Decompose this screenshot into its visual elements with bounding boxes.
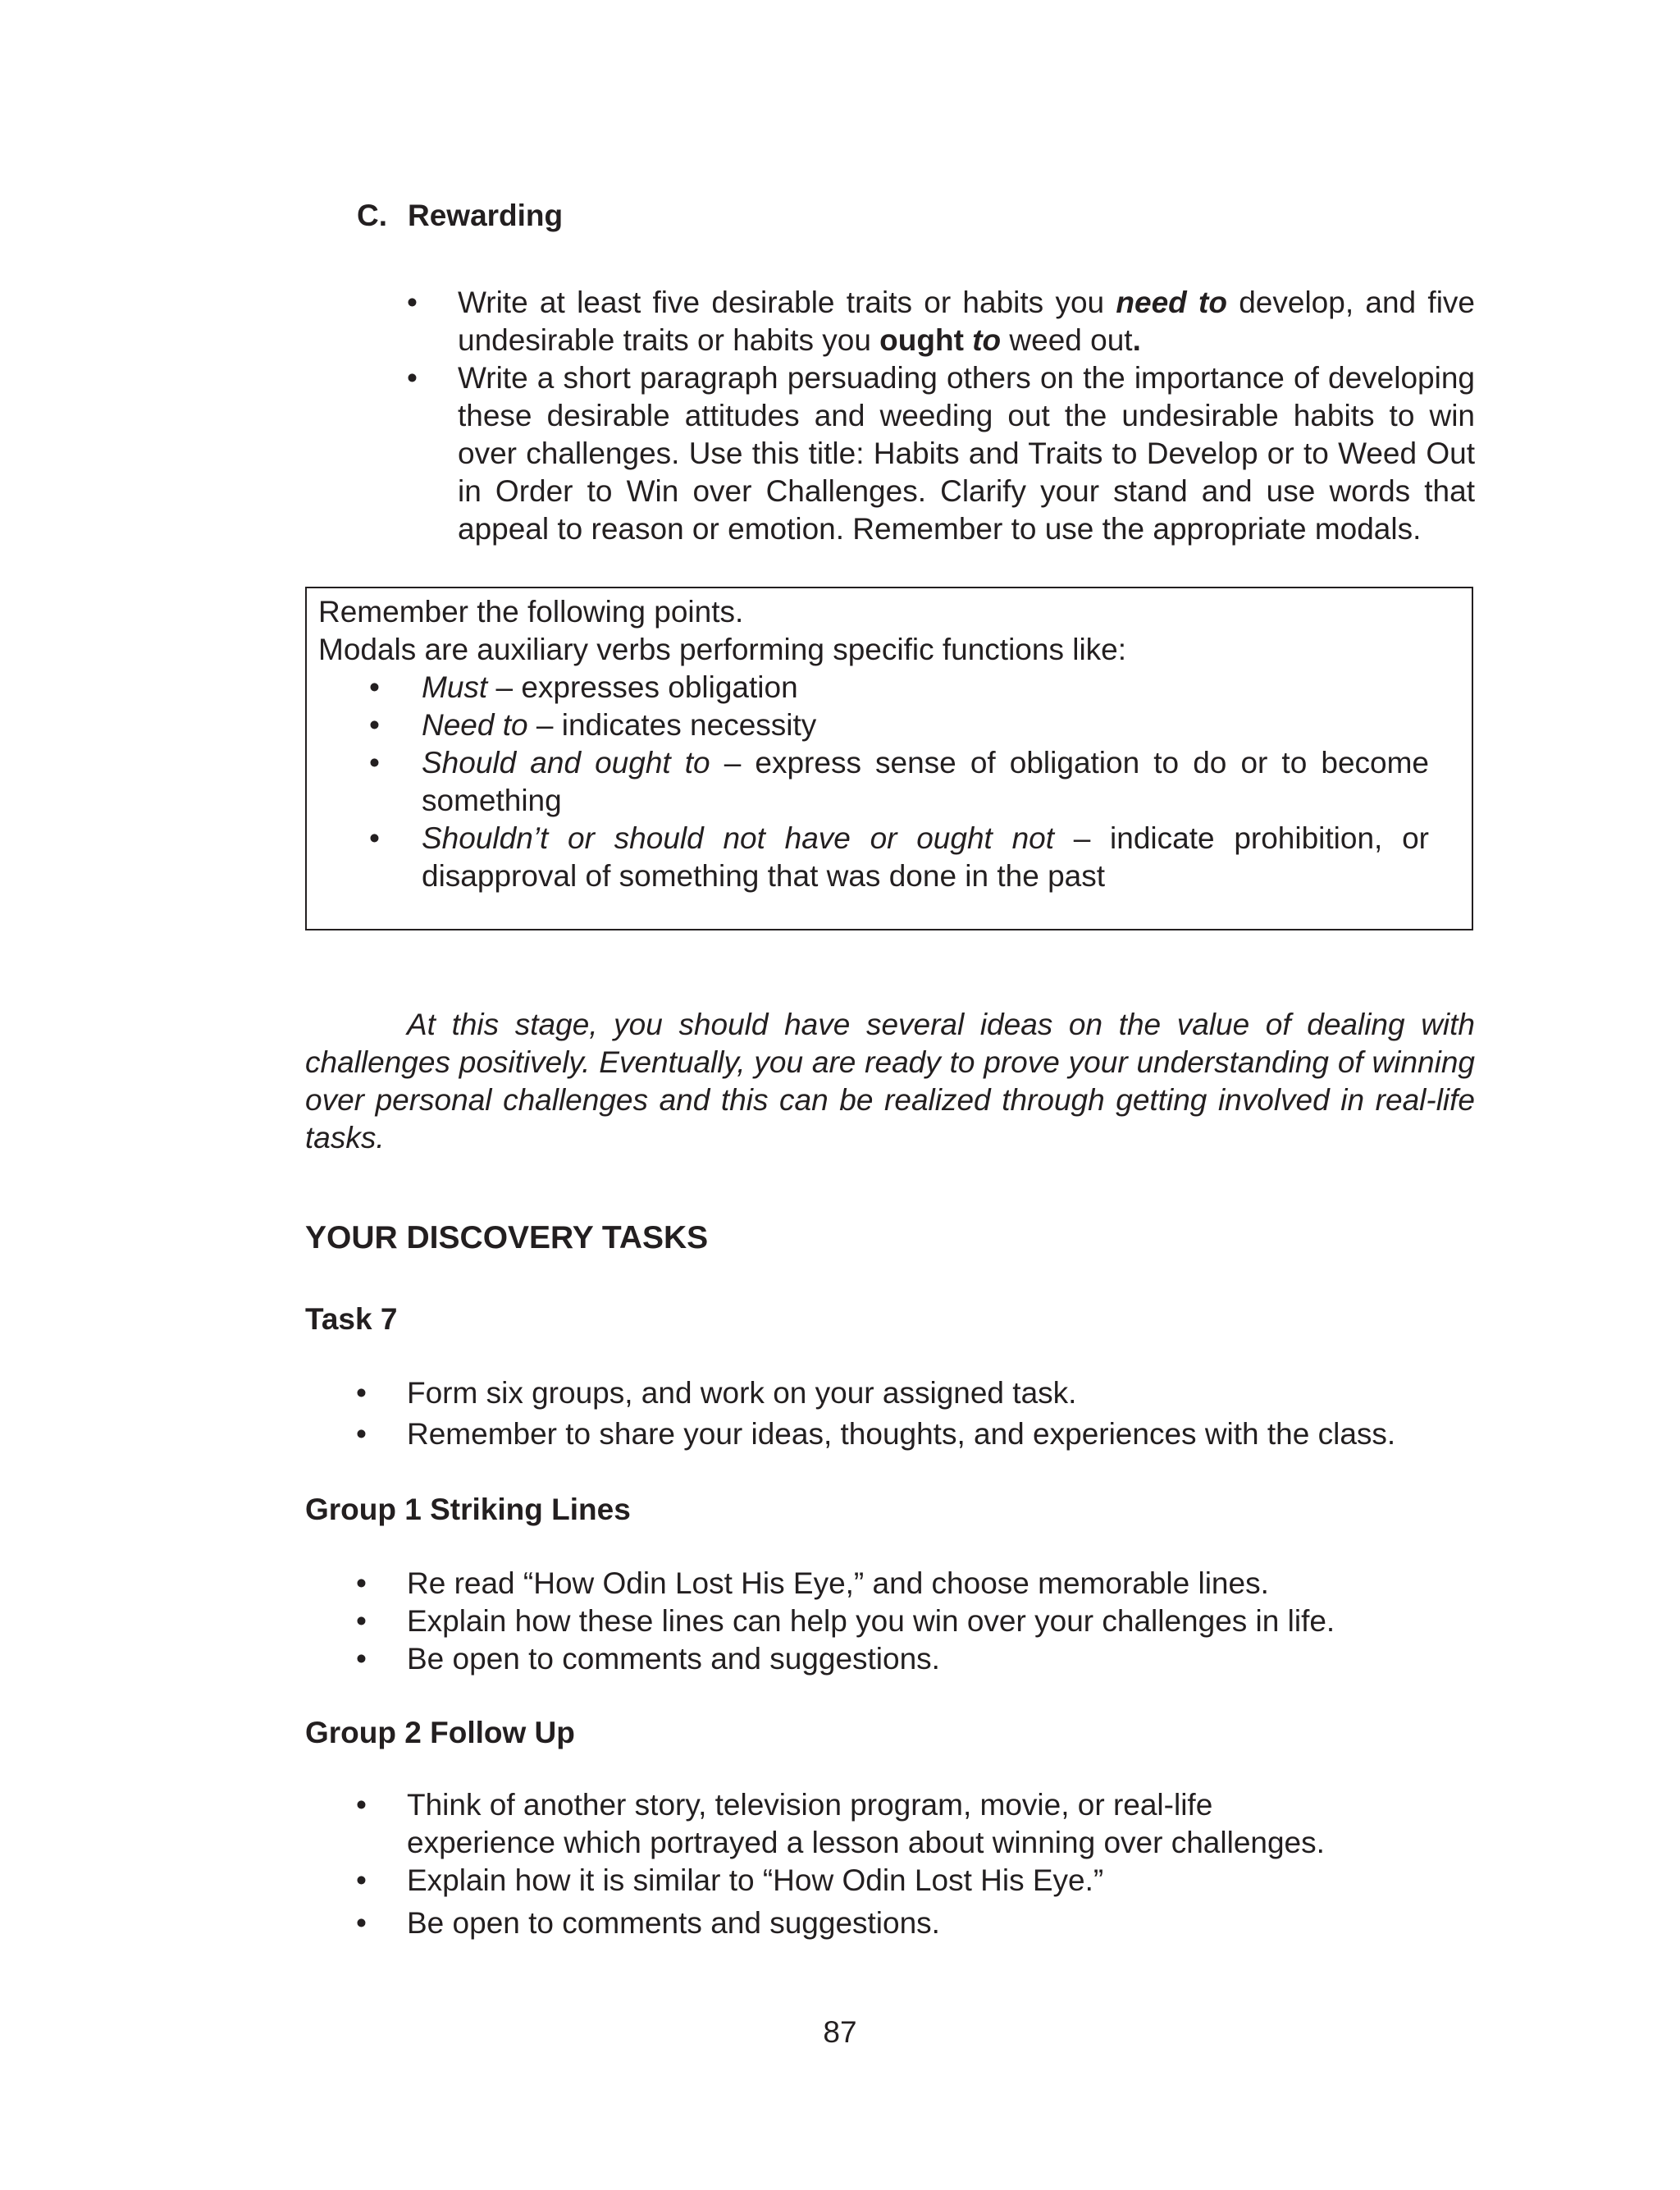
bullet-dot: • bbox=[369, 746, 380, 780]
modal-term: Should and ought to bbox=[422, 746, 710, 780]
reminder-line-2: Modals are auxiliary verbs performing specific functions like: bbox=[318, 633, 1127, 666]
modal-desc: – expresses obligation bbox=[487, 670, 798, 704]
modal-item bbox=[369, 669, 1429, 706]
modal-desc: – express sense of obligation to do or to become something bbox=[422, 746, 1429, 817]
list-item: • Be open to comments and suggestions. bbox=[356, 1640, 1488, 1678]
modal-item bbox=[369, 744, 1429, 820]
to-emphasis: to bbox=[972, 323, 1002, 357]
modal-term: Must bbox=[422, 670, 488, 704]
bullet-dot: • bbox=[356, 1604, 367, 1638]
group-1-list bbox=[356, 1565, 1488, 1678]
need-to-emphasis: need to bbox=[1116, 286, 1227, 319]
modal-item bbox=[369, 820, 1429, 895]
list-item: • Explain how these lines can help you win over your challenges in life. bbox=[356, 1602, 1488, 1640]
modal-term: Need to bbox=[422, 708, 528, 742]
task-7-list bbox=[356, 1374, 1488, 1456]
ought-emphasis: ought bbox=[879, 323, 964, 357]
rewarding-bullet-1: • Write at least five desirable traits or habits you need to develop, and five undesirable traits or habits you ought to weed out. bbox=[407, 286, 1475, 357]
bullet-dot: • bbox=[369, 670, 380, 704]
section-title: Rewarding bbox=[408, 199, 564, 232]
list-item: • Explain how it is similar to “How Odin Lost His Eye.” bbox=[356, 1862, 1488, 1900]
modal-list bbox=[369, 669, 1429, 895]
bullet-mark: • bbox=[407, 286, 418, 319]
section-letter: C. bbox=[357, 199, 387, 232]
reminder-intro bbox=[318, 593, 1450, 669]
group-2-heading: Group 2 Follow Up bbox=[305, 1716, 575, 1749]
bullet-dot: • bbox=[356, 1642, 367, 1676]
rewarding-bullet-list bbox=[407, 284, 1475, 548]
section-c-heading bbox=[357, 197, 1095, 235]
modal-desc: – indicates necessity bbox=[527, 708, 817, 742]
reminder-line-1: Remember the following points. bbox=[318, 595, 744, 629]
modal-item bbox=[369, 706, 1429, 744]
list-item: • Re read “How Odin Lost His Eye,” and choose memorable lines. bbox=[356, 1565, 1488, 1602]
bullet-dot: • bbox=[356, 1863, 367, 1897]
group-1-heading: Group 1 Striking Lines bbox=[305, 1493, 631, 1526]
bullet-dot: • bbox=[369, 708, 380, 742]
discovery-tasks-heading: YOUR DISCOVERY TASKS bbox=[305, 1220, 709, 1255]
rewarding-bullet-2: • Write a short paragraph persuading others on the importance of developing these desirable attitudes and weeding out the undesirable habits to win over challenges. Use this title: Habits and Traits to Develop or to Weed Out in Order to Win over Challenges. Clarify your stand and use words that appeal to reason or emotion. Remember to use the appropriate modals. bbox=[407, 361, 1475, 546]
bullet-dot: • bbox=[356, 1376, 367, 1410]
bullet-mark: • bbox=[407, 361, 418, 395]
list-item: • Be open to comments and suggestions. bbox=[356, 1904, 1488, 1942]
bullet-dot: • bbox=[356, 1906, 367, 1940]
task-7-heading: Task 7 bbox=[305, 1302, 398, 1336]
bullet-dot: • bbox=[356, 1566, 367, 1600]
modal-desc: – indicate prohibition, or disapproval of something that was done in the past bbox=[422, 821, 1429, 893]
modal-term: Shouldn’t or should not have or ought not bbox=[422, 821, 1054, 855]
stage-paragraph: At this stage, you should have several ideas on the value of dealing with challenges positively. Eventually, you are ready to prove your understanding of winning over personal challenges and this can be realized through getting involved in real-life tasks. bbox=[305, 1008, 1475, 1154]
bullet-dot: • bbox=[356, 1788, 367, 1822]
page-number: 87 bbox=[823, 2015, 857, 2049]
group-2-list bbox=[356, 1786, 1488, 1942]
bullet-dot: • bbox=[369, 821, 380, 855]
list-item: • Think of another story, television program, movie, or real-life experience which portrayed a lesson about winning over challenges. bbox=[356, 1788, 1325, 1859]
reminder-box bbox=[305, 587, 1473, 930]
list-item: • Form six groups, and work on your assigned task. bbox=[356, 1374, 1488, 1412]
list-item: • Remember to share your ideas, thoughts, and experiences with the class. bbox=[356, 1415, 1488, 1453]
bullet-dot: • bbox=[356, 1417, 367, 1451]
